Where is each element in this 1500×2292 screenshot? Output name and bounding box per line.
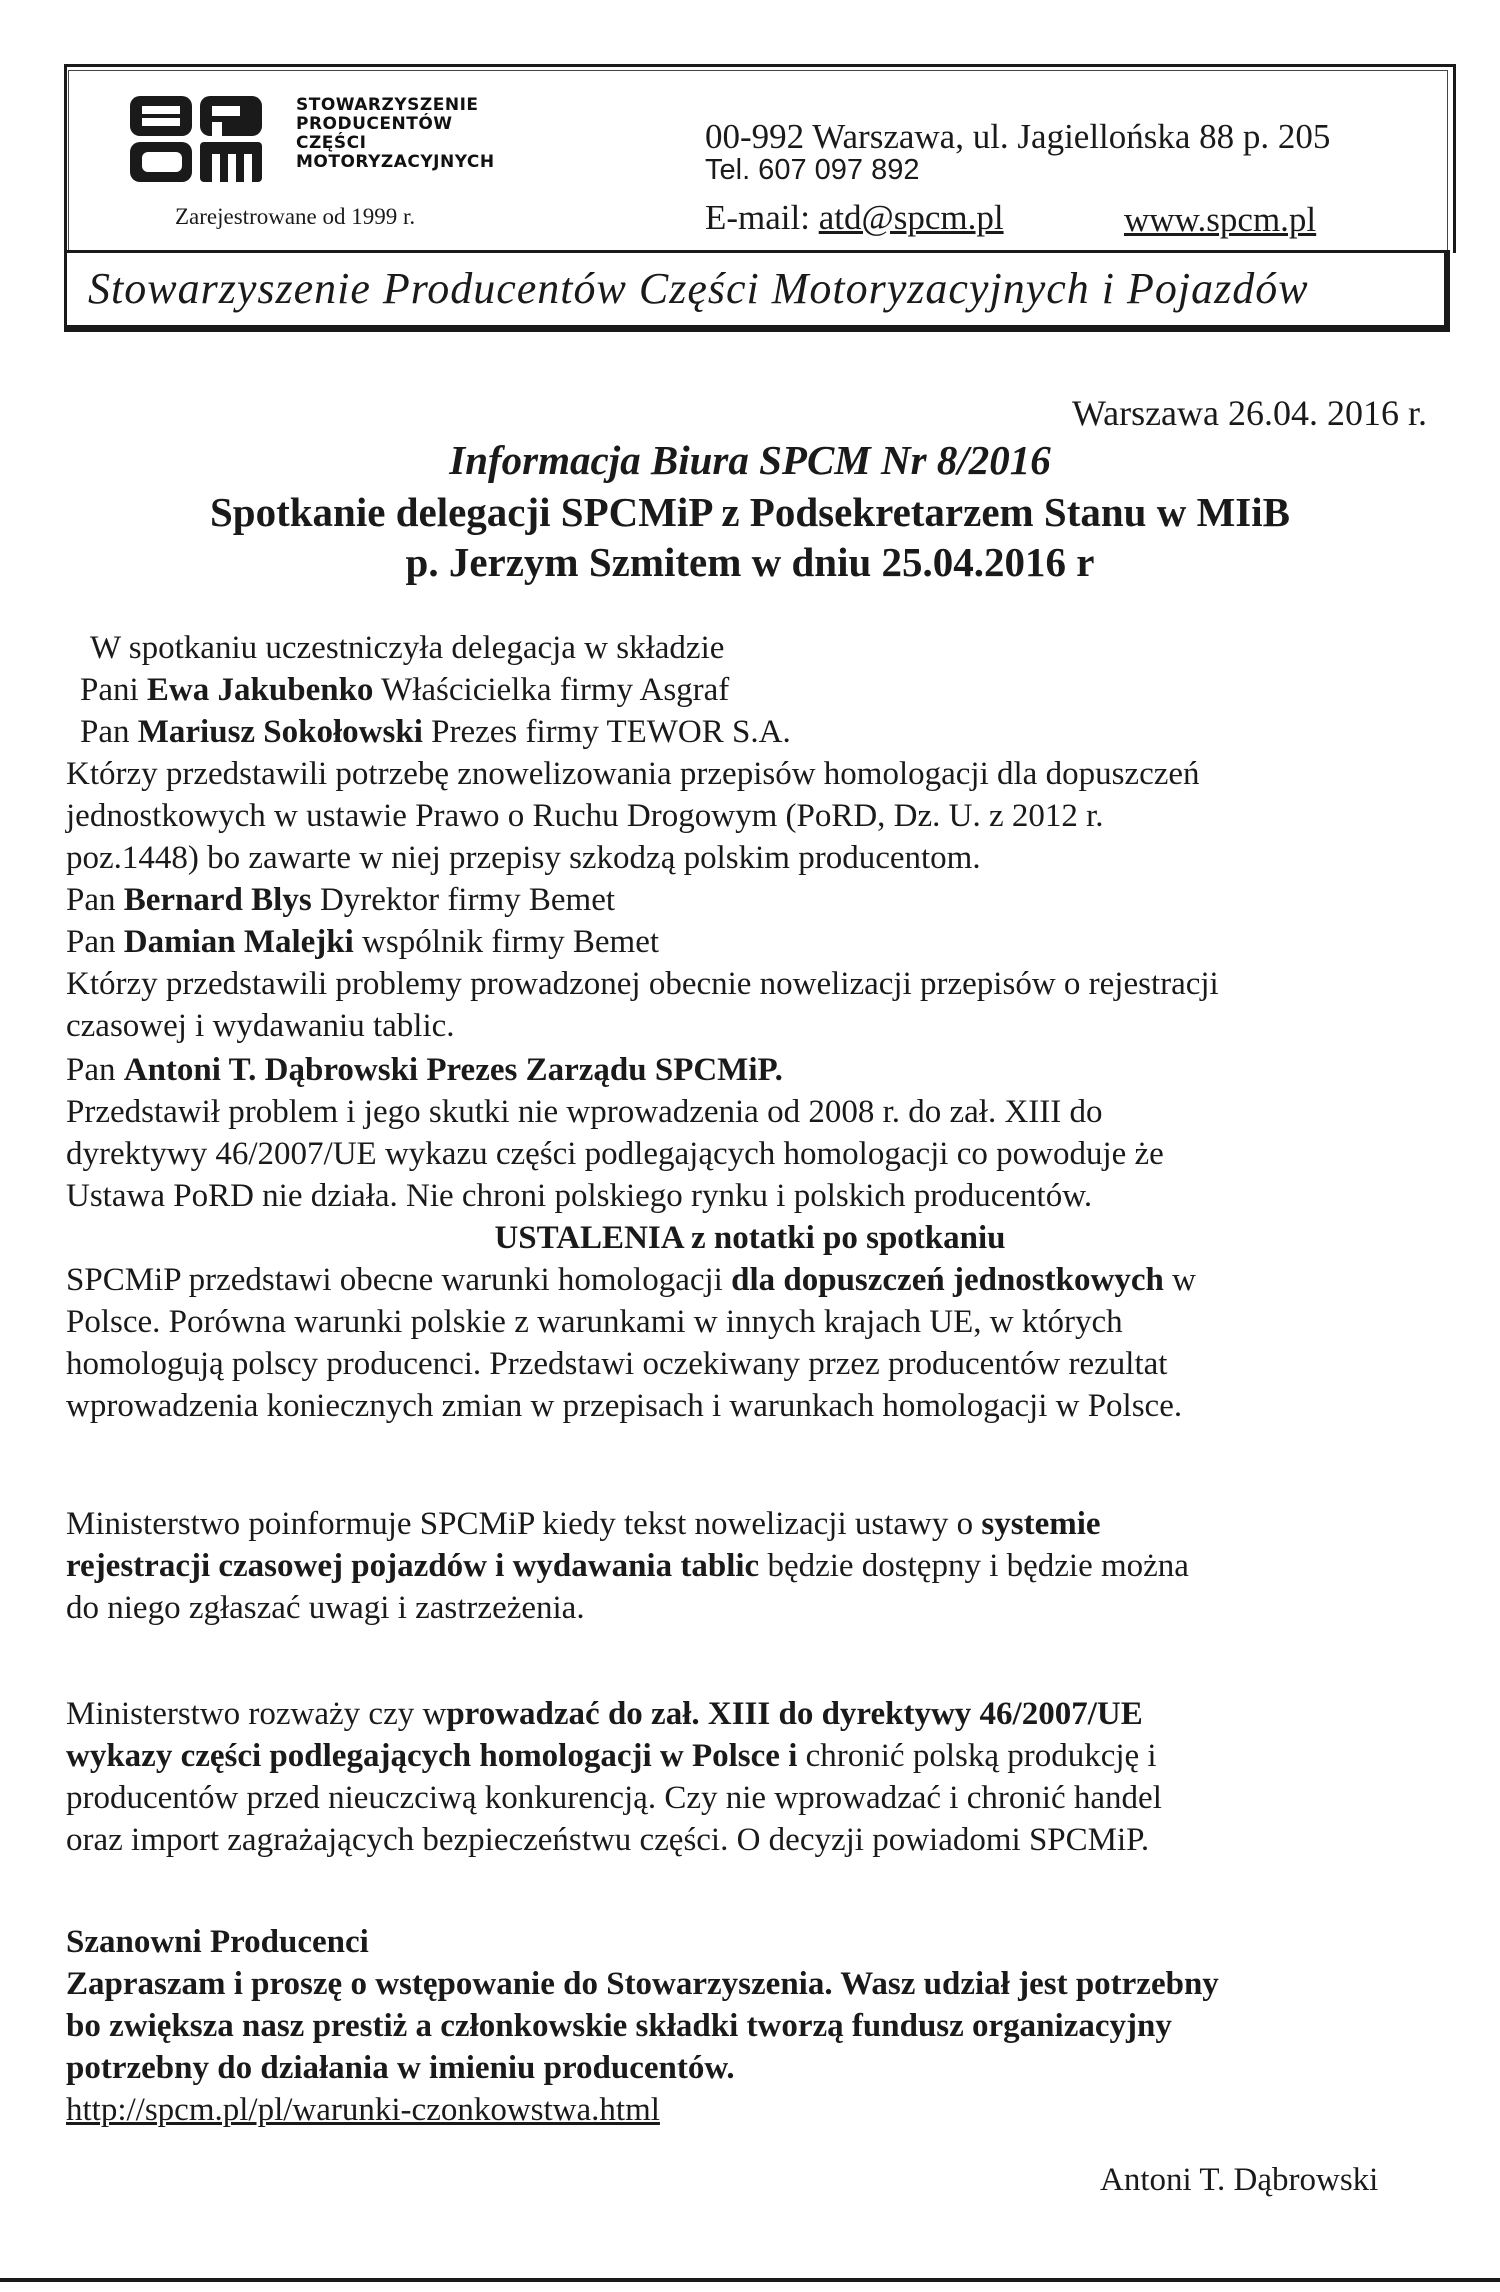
- participant-name: Antoni T. Dąbrowski Prezes Zarządu SPCMiP.: [123, 1052, 783, 1088]
- participant-name: Ewa Jakubenko: [146, 672, 374, 708]
- logo-text-line: MOTORYZACYJNYCH: [296, 152, 495, 172]
- paragraph-line: rejestracji czasowej pojazdów i wydawania tablic będzie dostępny i będzie można: [66, 1548, 1189, 1584]
- logo-text-line: CZĘŚCI: [296, 133, 367, 153]
- paragraph-line: producentów przed nieuczciwą konkurencją. Czy nie wprowadzać i chronić handel: [66, 1780, 1162, 1816]
- paragraph-line: Ministerstwo poinformuje SPCMiP kiedy tekst nowelizacji ustawy o systemie: [66, 1506, 1101, 1542]
- participant-line: Pan Antoni T. Dąbrowski Prezes Zarządu SPCMiP.: [66, 1052, 783, 1088]
- closing-line: Zapraszam i proszę o wstępowanie do Stowarzyszenia. Wasz udział jest potrzebny: [66, 1966, 1219, 2002]
- paragraph-line: do niego zgłaszać uwagi i zastrzeżenia.: [66, 1590, 585, 1626]
- intro-line: W spotkaniu uczestniczyła delegacja w składzie: [90, 630, 725, 666]
- email-label: E-mail:: [705, 198, 819, 237]
- paragraph-line: wprowadzenia koniecznych zmian w przepisach i warunkach homologacji w Polsce.: [66, 1388, 1183, 1424]
- participant-line: Pan Mariusz Sokołowski Prezes firmy TEWOR S.A.: [80, 714, 791, 750]
- telephone: Tel. 607 097 892: [705, 154, 920, 186]
- signature: Antoni T. Dąbrowski: [1100, 2162, 1379, 2198]
- email-line: [705, 198, 1004, 238]
- paragraph-line: Którzy przedstawili problemy prowadzonej obecnie nowelizacji przepisów o rejestracji: [66, 966, 1219, 1002]
- logo-text-line: STOWARZYSZENIE: [296, 95, 479, 115]
- paragraph-line: oraz import zagrażających bezpieczeństwu części. O decyzji powiadomi SPCMiP.: [66, 1822, 1150, 1858]
- letter-date: Warszawa 26.04. 2016 r.: [1072, 393, 1428, 433]
- participant-name: Damian Malejki: [123, 924, 354, 960]
- email-link[interactable]: atd@spcm.pl: [818, 198, 1004, 237]
- paragraph-line: Przedstawił problem i jego skutki nie wprowadzenia od 2008 r. do zał. XIII do: [66, 1094, 1103, 1130]
- paragraph-line: Którzy przedstawili potrzebę znowelizowania przepisów homologacji dla dopuszczeń: [66, 756, 1200, 792]
- closing-heading: Szanowni Producenci: [66, 1924, 369, 1960]
- address: 00-992 Warszawa, ul. Jagiellońska 88 p. 205: [705, 117, 1331, 156]
- logo-text-line: PRODUCENTÓW: [296, 114, 453, 134]
- paragraph-line: dyrektywy 46/2007/UE wykazu części podlegających homologacji co powoduje że: [66, 1136, 1164, 1172]
- participant-name: Mariusz Sokołowski: [137, 714, 423, 750]
- participant-line: Pan Damian Malejki wspólnik firmy Bemet: [66, 924, 660, 960]
- paragraph-line: jednostkowych w ustawie Prawo o Ruchu Drogowym (PoRD, Dz. U. z 2012 r.: [66, 798, 1104, 834]
- subject-line-2: p. Jerzym Szmitem w dniu 25.04.2016 r: [405, 539, 1095, 585]
- logo-text: [296, 96, 495, 172]
- paragraph-line: poz.1448) bo zawarte w niej przepisy szkodzą polskim producentom.: [66, 840, 981, 876]
- paragraph-line: Polsce. Porówna warunki polskie z warunkami w innych krajach UE, w których: [66, 1304, 1123, 1340]
- participant-name: Bernard Blys: [123, 882, 312, 918]
- closing-line: bo zwiększa nasz prestiż a członkowskie składki tworzą fundusz organizacyjny: [66, 2008, 1172, 2044]
- closing-line: potrzebny do działania w imieniu producentów.: [66, 2050, 735, 2086]
- spcm-logo: [128, 94, 288, 186]
- bottom-edge: [0, 2278, 1500, 2282]
- registration-note: Zarejestrowane od 1999 r.: [175, 204, 416, 229]
- paragraph-line: homologują polscy producenci. Przedstawi oczekiwany przez producentów rezultat: [66, 1346, 1168, 1382]
- membership-link[interactable]: http://spcm.pl/pl/warunki-czonkowstwa.html: [66, 2092, 660, 2128]
- paragraph-line: Ministerstwo rozważy czy wprowadzać do zał. XIII do dyrektywy 46/2007/UE: [66, 1696, 1143, 1732]
- subject-line-1: Spotkanie delegacji SPCMiP z Podsekretarzem Stanu w MIiB: [210, 489, 1290, 535]
- paragraph-line: czasowej i wydawaniu tablic.: [66, 1008, 455, 1044]
- findings-heading: USTALENIA z notatki po spotkaniu: [494, 1220, 1006, 1256]
- paragraph-line: SPCMiP przedstawi obecne warunki homologacji dla dopuszczeń jednostkowych w: [66, 1262, 1196, 1298]
- document-title: Informacja Biura SPCM Nr 8/2016: [449, 437, 1051, 483]
- participant-line: Pani Ewa Jakubenko Właścicielka firmy Asgraf: [80, 672, 730, 708]
- website-link[interactable]: www.spcm.pl: [1124, 200, 1317, 239]
- organization-name: Stowarzyszenie Producentów Części Motoryzacyjnych i Pojazdów: [88, 264, 1309, 313]
- participant-line: Pan Bernard Blys Dyrektor firmy Bemet: [66, 882, 616, 918]
- paragraph-line: wykazy części podlegających homologacji w Polsce i chronić polską produkcję i: [66, 1738, 1157, 1774]
- paragraph-line: Ustawa PoRD nie działa. Nie chroni polskiego rynku i polskich producentów.: [66, 1178, 1093, 1214]
